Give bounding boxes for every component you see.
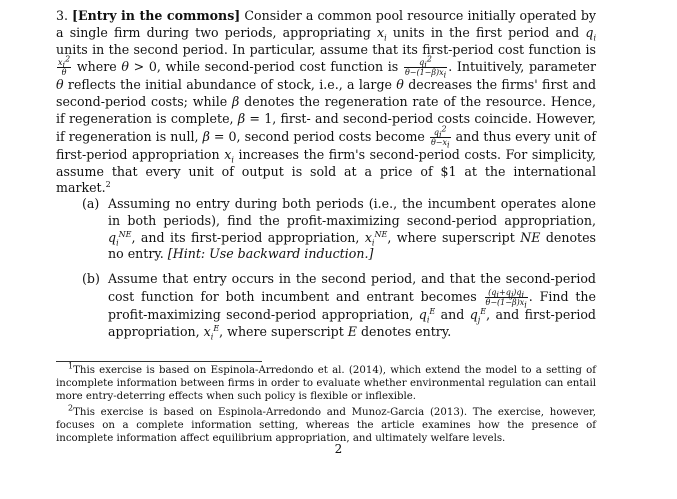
cost-fraction-4: $\frac{(q_i+q_j)q_i}{\theta-(1-\beta)x_i}$	[485, 287, 527, 310]
part-b-label: (b)	[82, 271, 100, 287]
footnote-2: $^2$This exercise is based on Espinola-Arredondo and Munoz-Garcia (2013). The exercise, however, focuses on a complete information setting, whereas the article examines how the presence of incomplete information affect equilibrium appropriation, and ultimately welfare levels.	[56, 403, 596, 445]
problem-title: [Entry in the commons]	[72, 8, 241, 23]
footnotes	[56, 361, 596, 447]
footnote-ref-2[interactable]: 2	[105, 180, 111, 190]
cost-fraction-1: $\frac{x_i^2}{\theta}$	[58, 54, 71, 78]
hint: [Hint: Use backward induction.]	[167, 246, 374, 262]
problem-number: 3.	[56, 8, 69, 23]
problem-3: 3. [Entry in the commons] Consider a common pool resource initially operated by a single firm during two periods, appropriating $x_i$ units in the first period and $q_i$ units in the second period. In particular, assume that its first-period cost function is $\frac{x_i^2}{\theta}$ where θ > 0, while second-period cost function is $\frac{q_i^2}{\theta-(1-\beta)x_i}$ . Intuitively, parameter θ reflects the initial abundance of stock, i.e., a large θ decreases the firms' first and second-period costs; while β denotes the regeneration rate of the resource. Hence, if regeneration is complete, β = 1, first- and second-period costs coincide. However, if regeneration is null, β = 0, second period costs become $\frac{q_i^2}{\theta-x_i}$ and thus every unit of first-period appropriation $x_i$ increases the firm's second-period costs. For simplicity, assume that every unit of output is sold at a price of $1 at the international market.$^2$	[56, 8, 597, 196]
cost-fraction-3: $\frac{q_i^2}{\theta-x_i}$	[430, 124, 450, 150]
part-a: (a) Assuming no entry during both periods (i.e., the incumbent operates alone in both periods), find the profit-maximizing second-period appropriation, $q_i^{NE}$, and its first-period appropriation, $x_i^{NE}$, where superscript NE denotes no entry. [Hint: Use backward induction.]	[82, 196, 597, 262]
page-number: 2	[334, 442, 343, 456]
part-a-label: (a)	[82, 196, 100, 211]
part-b: (b) Assume that entry occurs in the second period, and that the second-period cost function for both incumbent and entrant becomes $\frac{(q_i+q_j)q_i}{\theta-(1-\beta)x_i}$ . Find the profit-maximizing second-period appropriation, $q_i^E$ and $q_j^E$, and first-period appropriation, $x_i^E$, where superscript E denotes entry.	[82, 271, 596, 342]
parts-list	[82, 196, 596, 349]
cost-fraction-2: $\frac{q_i^2}{\theta-(1-\beta)x_i}$	[404, 54, 447, 80]
footnote-1: $^1$This exercise is based on Espinola-Arredondo et al. (2014), which extend the model to a setting of incomplete information between firms in order to evaluate whether environmental regulation can entail more entry-deterring effects when such policy is flexible or inflexible.	[56, 361, 596, 403]
footnote-rule	[56, 361, 262, 362]
